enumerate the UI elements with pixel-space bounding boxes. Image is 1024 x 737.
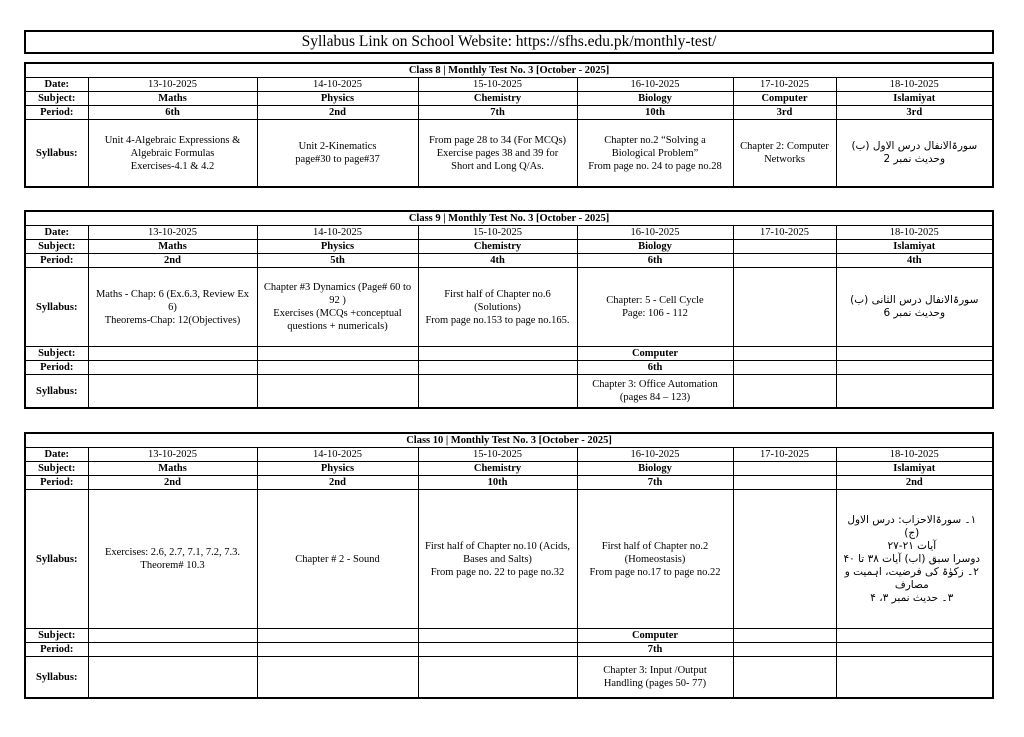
date-cell: 16-10-2025: [577, 78, 733, 92]
empty-cell: [418, 629, 577, 643]
syllabus-cell: [577, 268, 733, 347]
syllabus-cell-urdu: [836, 120, 993, 188]
class10-title: Class 10 | Monthly Test No. 3 [October - 2025]: [25, 433, 993, 448]
empty-cell: [88, 375, 257, 409]
class10-date-row: [25, 448, 993, 462]
date-cell: 15-10-2025: [418, 226, 577, 240]
syllabus-label: Syllabus:: [25, 657, 88, 699]
subject-cell: Chemistry: [418, 240, 577, 254]
empty-cell: [88, 361, 257, 375]
empty-cell: [733, 347, 836, 361]
class8-title: Class 8 | Monthly Test No. 3 [October - 2025]: [25, 63, 993, 78]
syllabus-line: questions + numericals): [287, 321, 388, 332]
period-cell: 2nd: [836, 476, 993, 490]
period-cell: [733, 476, 836, 490]
syllabus-cell: [257, 268, 418, 347]
syllabus-line: 92 ): [329, 295, 346, 306]
syllabus-line: Chapter 3: Office Automation: [592, 379, 718, 390]
period-label: Period:: [25, 476, 88, 490]
date-cell: 13-10-2025: [88, 226, 257, 240]
period-cell: 10th: [577, 106, 733, 120]
period-cell: 2nd: [88, 476, 257, 490]
syllabus-cell-empty: [733, 490, 836, 629]
syllabus-line: First half of Chapter no.10 (Acids,: [425, 540, 570, 552]
syllabus-line: First half of Chapter no.2: [601, 540, 709, 552]
empty-cell: [88, 347, 257, 361]
subject-cell: Physics: [257, 240, 418, 254]
syllabus-link-banner: Syllabus Link on School Website: https://sfhs.edu.pk/monthly-test/: [24, 30, 994, 54]
class9-table: [24, 210, 994, 409]
period-cell: 4th: [836, 254, 993, 268]
empty-cell: [88, 629, 257, 643]
date-cell: 18-10-2025: [836, 226, 993, 240]
syllabus-cell: [577, 375, 733, 409]
empty-cell: [88, 643, 257, 657]
syllabus-cell: [88, 268, 257, 347]
syllabus-line: Exercises (MCQs +conceptual: [273, 308, 402, 319]
date-cell: 14-10-2025: [257, 448, 418, 462]
class10-syllabus-row: [25, 490, 993, 629]
period-cell: 7th: [577, 643, 733, 657]
syllabus-line: Maths - Chap: 6 (Ex.6.3, Review Ex: [95, 288, 250, 300]
empty-cell: [836, 375, 993, 409]
syllabus-line: Theorem# 10.3: [140, 560, 205, 571]
syllabus-line: From page no. 22 to page no.32: [430, 566, 565, 578]
class9-extra-syllabus-row: [25, 375, 993, 409]
syllabus-label: Syllabus:: [25, 375, 88, 409]
period-cell: 7th: [577, 476, 733, 490]
empty-cell: [418, 347, 577, 361]
subject-label: Subject:: [25, 347, 88, 361]
class8-table: [24, 62, 994, 188]
subject-cell: [733, 462, 836, 476]
date-cell: 18-10-2025: [836, 448, 993, 462]
syllabus-line: Unit 2-Kinematics: [298, 141, 377, 152]
syllabus-line: From page no. 24 to page no.28: [588, 160, 722, 172]
syllabus-line: (pages 84 – 123): [619, 392, 691, 403]
syllabus-line: ۱۔ سورۃالاحزاب: درس الاول (ج): [847, 513, 977, 539]
empty-cell: [257, 375, 418, 409]
syllabus-line: Algebraic Formulas: [130, 147, 215, 159]
syllabus-line: آیات ۲۱-۲۷: [887, 539, 937, 552]
syllabus-cell: [257, 490, 418, 629]
syllabus-line: Exercises-4.1 & 4.2: [130, 160, 215, 172]
subject-cell: Computer: [577, 629, 733, 643]
syllabus-line: ۳۔ حدیث نمبر ۳، ۴: [870, 591, 954, 604]
subject-label: Subject:: [25, 240, 88, 254]
date-cell: 17-10-2025: [733, 226, 836, 240]
subject-cell: Islamiyat: [836, 462, 993, 476]
date-label: Date:: [25, 448, 88, 462]
syllabus-cell-urdu: [836, 268, 993, 347]
class9-extra-period-row: [25, 361, 993, 375]
syllabus-label: Syllabus:: [25, 120, 88, 188]
empty-cell: [88, 657, 257, 699]
syllabus-line: Short and Long Q/As.: [451, 160, 544, 172]
syllabus-line: 6): [168, 301, 177, 313]
syllabus-line: Page: 106 - 112: [622, 308, 688, 319]
period-cell: 3rd: [733, 106, 836, 120]
period-cell: 10th: [418, 476, 577, 490]
syllabus-cell: [257, 120, 418, 188]
syllabus-cell-urdu: [836, 490, 993, 629]
syllabus-line: Theorems-Chap: 12(Objectives): [104, 314, 241, 326]
period-cell: [733, 254, 836, 268]
empty-cell: [836, 657, 993, 699]
subject-cell: Maths: [88, 240, 257, 254]
period-cell: 4th: [418, 254, 577, 268]
class8-syllabus-row: [25, 120, 993, 188]
syllabus-line: Bases and Salts): [463, 553, 532, 565]
period-label: Period:: [25, 106, 88, 120]
date-cell: 14-10-2025: [257, 226, 418, 240]
syllabus-cell: [418, 490, 577, 629]
syllabus-cell: [88, 490, 257, 629]
date-cell: 17-10-2025: [733, 448, 836, 462]
class10-subject-row: [25, 462, 993, 476]
syllabus-line: From page no.17 to page no.22: [589, 566, 721, 578]
class10-extra-subject-row: [25, 629, 993, 643]
class9-syllabus-row: [25, 268, 993, 347]
empty-cell: [836, 629, 993, 643]
syllabus-line: Handling (pages 50- 77): [603, 678, 707, 689]
syllabus-line: (Solutions): [474, 301, 521, 313]
syllabus-line: First half of Chapter no.6: [444, 288, 551, 300]
empty-cell: [836, 643, 993, 657]
syllabus-cell: [577, 490, 733, 629]
class10-extra-period-row: [25, 643, 993, 657]
subject-cell: Islamiyat: [836, 92, 993, 106]
class10-extra-syllabus-row: [25, 657, 993, 699]
syllabus-cell: [88, 120, 257, 188]
date-cell: 15-10-2025: [418, 448, 577, 462]
subject-label: Subject:: [25, 462, 88, 476]
empty-cell: [418, 657, 577, 699]
syllabus-cell: [733, 120, 836, 188]
class9-title: Class 9 | Monthly Test No. 3 [October - 2025]: [25, 211, 993, 226]
period-label: Period:: [25, 361, 88, 375]
empty-cell: [733, 643, 836, 657]
syllabus-line: Exercise pages 38 and 39 for: [436, 147, 559, 159]
empty-cell: [733, 375, 836, 409]
date-cell: 15-10-2025: [418, 78, 577, 92]
period-cell: 2nd: [88, 254, 257, 268]
subject-cell: Islamiyat: [836, 240, 993, 254]
class9-period-row: [25, 254, 993, 268]
syllabus-line: From page 28 to 34 (For MCQs): [428, 134, 567, 146]
subject-cell: Computer: [733, 92, 836, 106]
syllabus-cell: [418, 120, 577, 188]
empty-cell: [257, 347, 418, 361]
syllabus-line: Chapter: 5 - Cell Cycle: [606, 295, 704, 306]
syllabus-cell: [418, 268, 577, 347]
date-cell: 16-10-2025: [577, 448, 733, 462]
subject-cell: Biology: [577, 92, 733, 106]
empty-cell: [733, 361, 836, 375]
syllabus-line: Biological Problem”: [611, 147, 699, 159]
subject-cell: Computer: [577, 347, 733, 361]
syllabus-cell-empty: [733, 268, 836, 347]
subject-cell: Physics: [257, 92, 418, 106]
subject-cell: [733, 240, 836, 254]
empty-cell: [733, 629, 836, 643]
period-cell: 3rd: [836, 106, 993, 120]
subject-cell: Maths: [88, 92, 257, 106]
syllabus-line: Chapter 2: Computer: [740, 141, 829, 152]
syllabus-line: Chapter # 2 - Sound: [295, 553, 380, 565]
period-cell: 6th: [577, 361, 733, 375]
empty-cell: [257, 361, 418, 375]
period-cell: 5th: [257, 254, 418, 268]
syllabus-line: Unit 4-Algebraic Expressions &: [104, 134, 241, 146]
empty-cell: [257, 629, 418, 643]
syllabus-line: From page no.153 to page no.165.: [425, 314, 570, 326]
syllabus-line: Networks: [764, 154, 805, 165]
syllabus-cell: [577, 120, 733, 188]
period-label: Period:: [25, 254, 88, 268]
empty-cell: [257, 657, 418, 699]
subject-cell: Biology: [577, 240, 733, 254]
class8-date-row: [25, 78, 993, 92]
syllabus-line: Chapter no.2 “Solving a: [604, 134, 706, 146]
date-cell: 13-10-2025: [88, 448, 257, 462]
date-cell: 17-10-2025: [733, 78, 836, 92]
date-cell: 18-10-2025: [836, 78, 993, 92]
date-cell: 14-10-2025: [257, 78, 418, 92]
class8-period-row: [25, 106, 993, 120]
empty-cell: [418, 361, 577, 375]
subject-label: Subject:: [25, 92, 88, 106]
period-cell: 6th: [88, 106, 257, 120]
empty-cell: [418, 375, 577, 409]
empty-cell: [418, 643, 577, 657]
period-cell: 7th: [418, 106, 577, 120]
class9-subject-row: [25, 240, 993, 254]
class8-subject-row: [25, 92, 993, 106]
subject-cell: Physics: [257, 462, 418, 476]
empty-cell: [836, 361, 993, 375]
period-cell: 6th: [577, 254, 733, 268]
syllabus-line: سورۃالانفال درس الثانی (ب) وحدیث نمبر 6: [850, 294, 979, 319]
syllabus-line: ۲۔ زکوٰۃ کی فرضیت، اہمیت و مصارف: [844, 565, 979, 591]
empty-cell: [836, 347, 993, 361]
syllabus-label: Syllabus:: [25, 268, 88, 347]
syllabus-line: Exercises: 2.6, 2.7, 7.1, 7.2, 7.3.: [104, 547, 241, 558]
syllabus-line: دوسرا سبق (اب) آیات ۳۸ تا ۴۰: [843, 552, 981, 565]
syllabus-line: سورۃالانفال درس الاول (ب) وحدیث نمبر 2: [851, 140, 978, 165]
date-label: Date:: [25, 78, 88, 92]
empty-cell: [257, 643, 418, 657]
empty-cell: [733, 657, 836, 699]
class9-extra-subject-row: [25, 347, 993, 361]
syllabus-line: (Homeostasis): [624, 553, 686, 565]
subject-cell: Chemistry: [418, 92, 577, 106]
subject-cell: Chemistry: [418, 462, 577, 476]
subject-label: Subject:: [25, 629, 88, 643]
syllabus-line: Chapter 3: Input /Output: [603, 665, 707, 676]
class9-date-row: [25, 226, 993, 240]
class10-table: [24, 432, 994, 699]
subject-cell: Maths: [88, 462, 257, 476]
syllabus-line: Chapter #3 Dynamics (Page# 60 to: [263, 282, 412, 293]
date-cell: 16-10-2025: [577, 226, 733, 240]
class10-period-row: [25, 476, 993, 490]
subject-cell: Biology: [577, 462, 733, 476]
period-label: Period:: [25, 643, 88, 657]
syllabus-label: Syllabus:: [25, 490, 88, 629]
date-label: Date:: [25, 226, 88, 240]
syllabus-cell: [577, 657, 733, 699]
syllabus-line: page#30 to page#37: [295, 154, 380, 165]
period-cell: 2nd: [257, 106, 418, 120]
period-cell: 2nd: [257, 476, 418, 490]
date-cell: 13-10-2025: [88, 78, 257, 92]
